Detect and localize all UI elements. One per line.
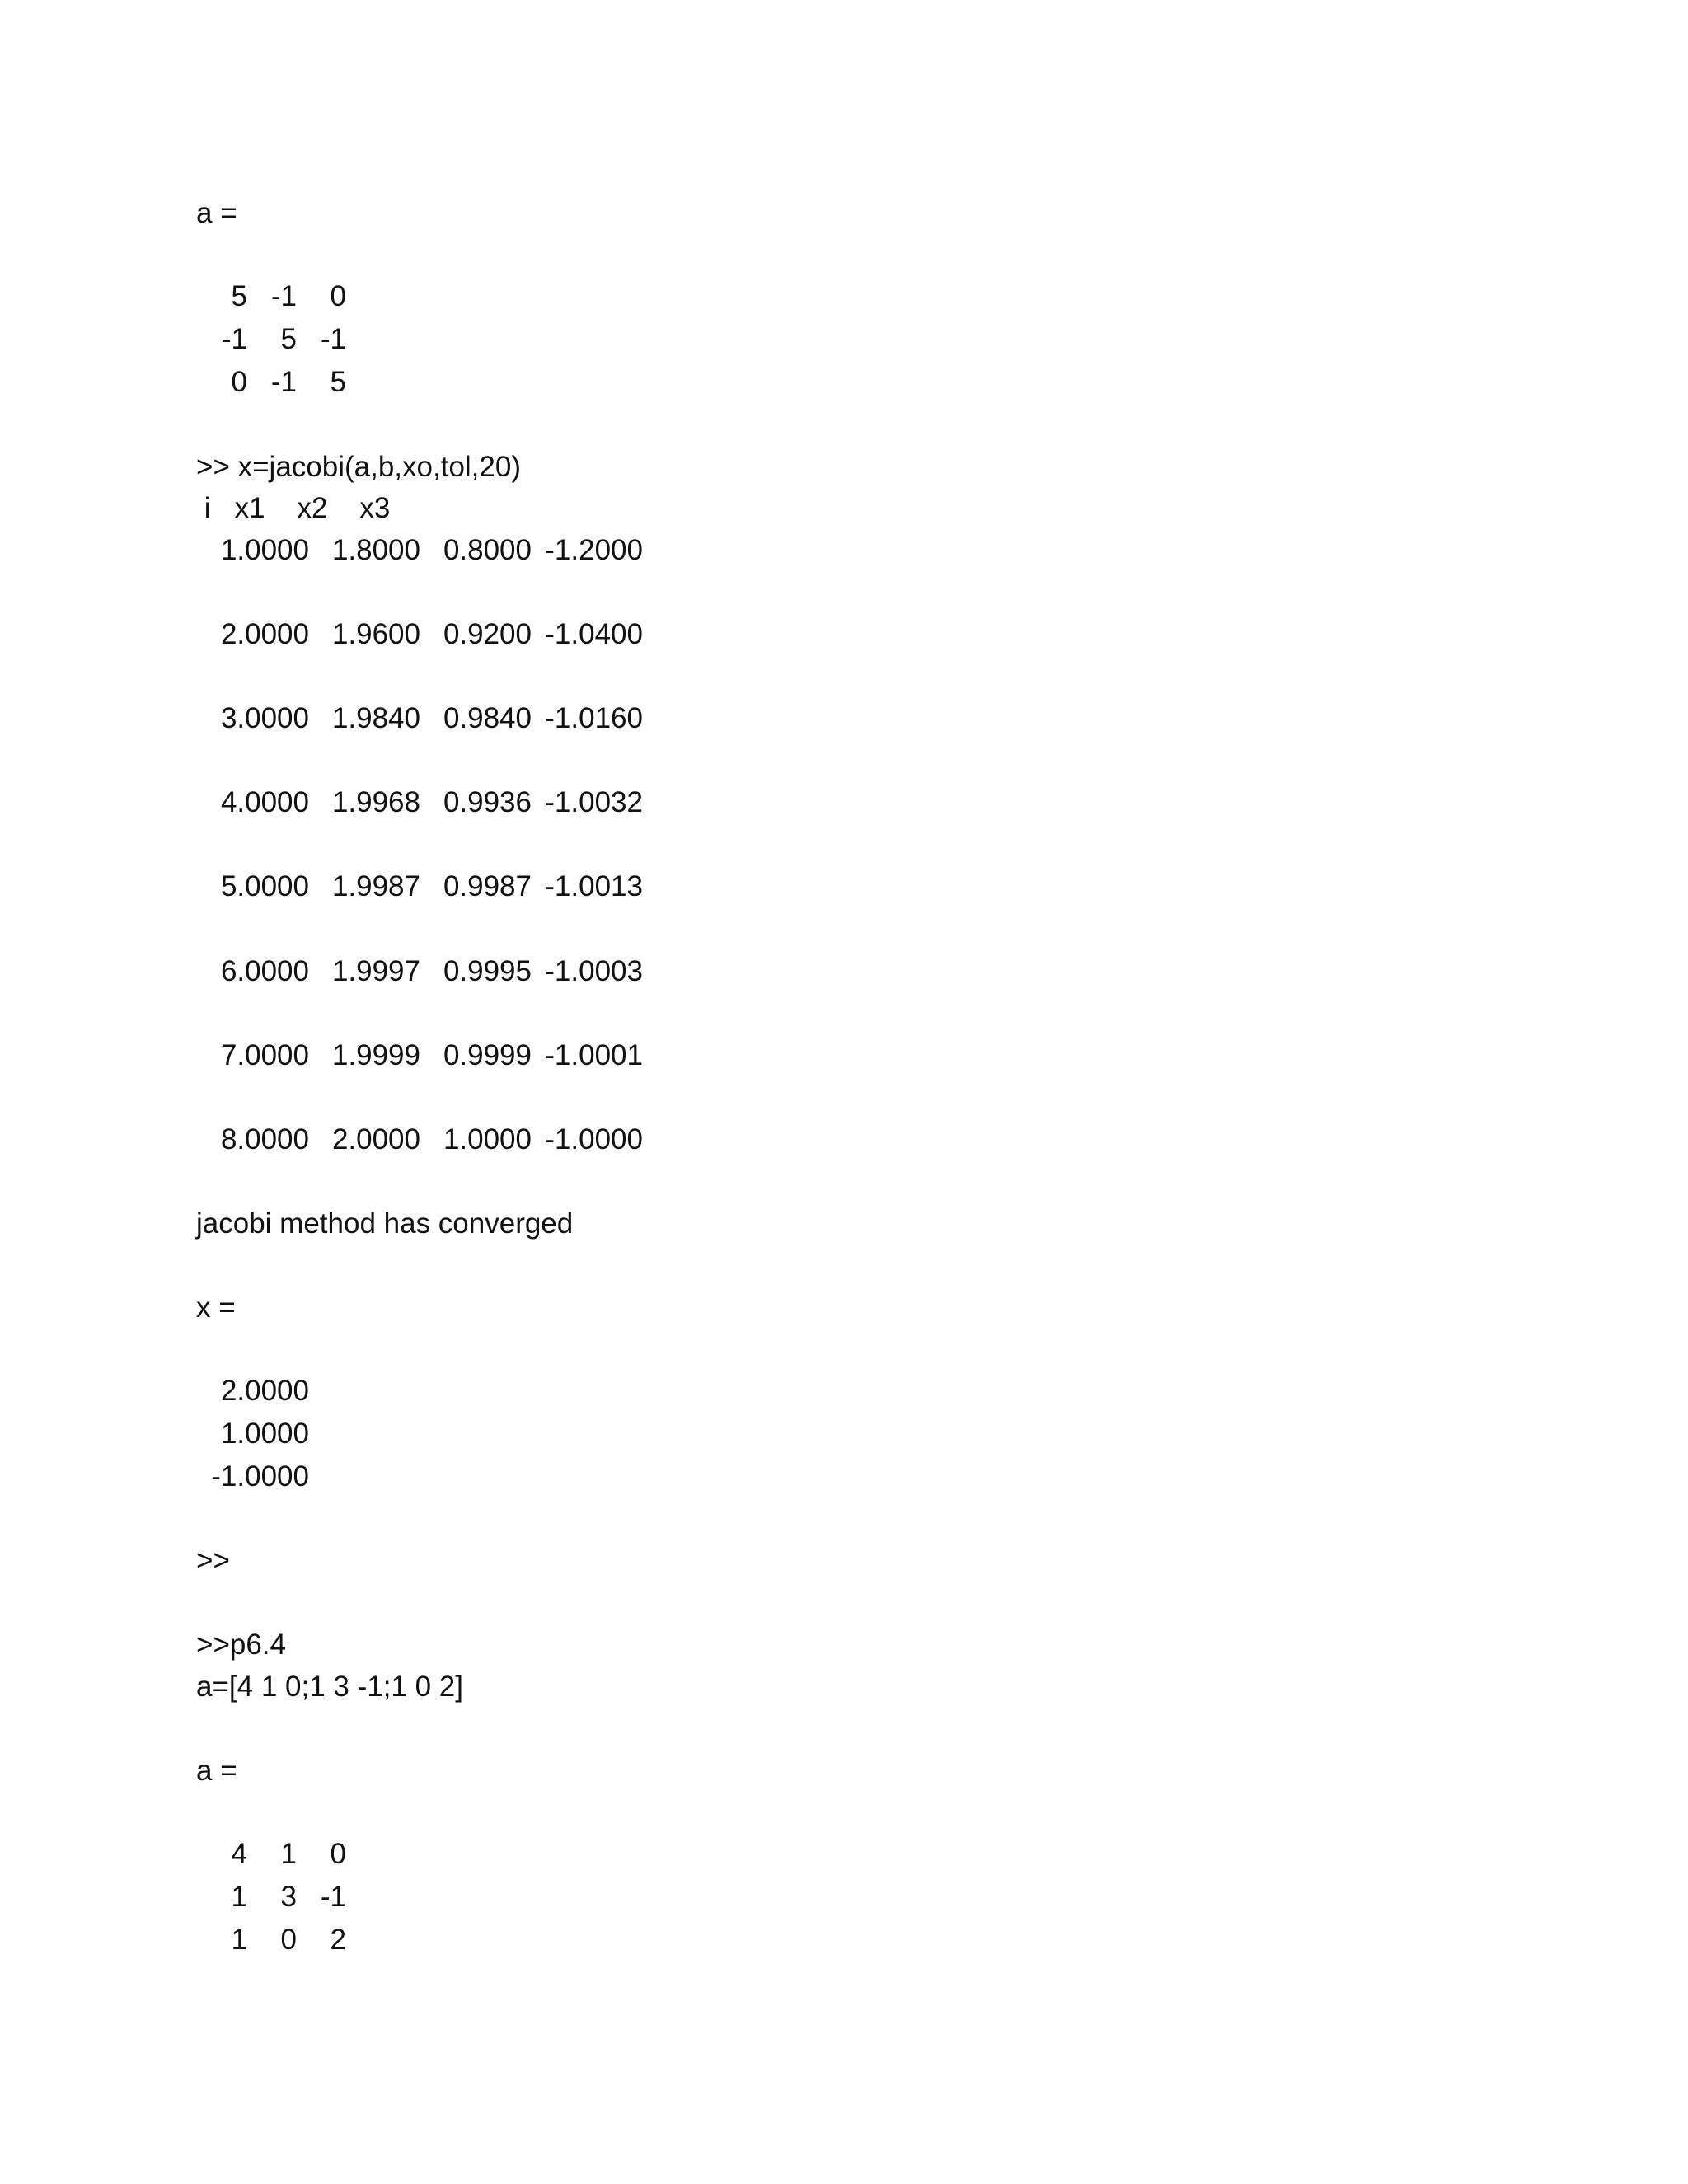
iteration-x2: 0.8000 xyxy=(443,534,532,566)
command-jacobi: >> x=jacobi(a,b,xo,tol,20) xyxy=(196,451,521,483)
matrix-cell: 3 xyxy=(280,1881,297,1913)
iteration-x1: 1.9840 xyxy=(331,702,420,734)
matrix-cell: 1 xyxy=(231,1881,247,1913)
iteration-x3: -1.0000 xyxy=(545,1123,643,1155)
iteration-x2: 0.9200 xyxy=(443,618,532,650)
iteration-x3: -1.0032 xyxy=(545,786,643,818)
matrix-cell: 0 xyxy=(330,280,346,312)
iteration-x1: 2.0000 xyxy=(331,1123,420,1155)
iteration-index: 3.0000 xyxy=(220,702,309,734)
iteration-x3: -1.0003 xyxy=(545,955,643,987)
iteration-x1: 1.8000 xyxy=(331,534,420,566)
iteration-x2: 0.9936 xyxy=(443,786,532,818)
iteration-x2: 0.9995 xyxy=(443,955,532,987)
iteration-x3: -1.2000 xyxy=(545,534,643,566)
iteration-x1: 1.9987 xyxy=(331,870,420,902)
matrix-cell: 5 xyxy=(231,280,247,312)
iteration-header: i x1 x2 x3 xyxy=(196,492,391,524)
iteration-row xyxy=(198,532,692,574)
matrix-row xyxy=(198,364,363,407)
iteration-index: 5.0000 xyxy=(220,870,309,902)
iteration-x1: 1.9997 xyxy=(331,955,420,987)
x-label: x = xyxy=(196,1291,236,1324)
iteration-x1: 1.9600 xyxy=(331,618,420,650)
matrix-cell: -1 xyxy=(320,323,346,355)
matrix-cell: 5 xyxy=(280,323,297,355)
matrix-cell: 2 xyxy=(330,1924,346,1956)
matrix-row xyxy=(198,279,363,321)
matrix-cell: -1 xyxy=(270,280,297,312)
converged-message: jacobi method has converged xyxy=(196,1207,574,1240)
x-result-value: 1.0000 xyxy=(220,1418,309,1450)
iteration-row xyxy=(198,1038,692,1079)
matrix-row xyxy=(198,321,363,364)
iteration-x3: -1.0400 xyxy=(545,618,643,650)
matrix-cell: 1 xyxy=(280,1838,297,1870)
a-label-2: a = xyxy=(196,1755,237,1787)
command-assign-a: a=[4 1 0;1 3 -1;1 0 2] xyxy=(196,1671,463,1703)
iteration-index: 1.0000 xyxy=(220,534,309,566)
iteration-index: 6.0000 xyxy=(220,955,309,987)
matrix-cell: -1 xyxy=(221,323,247,355)
iteration-x3: -1.0001 xyxy=(545,1039,643,1071)
iteration-row xyxy=(198,785,692,826)
iteration-row xyxy=(198,954,692,995)
x-result-row xyxy=(198,1459,363,1502)
x-result-row xyxy=(198,1373,363,1416)
empty-prompt: >> xyxy=(196,1544,230,1577)
matrix-cell: 0 xyxy=(280,1924,297,1956)
iteration-x2: 0.9999 xyxy=(443,1039,532,1071)
matrix-cell: 5 xyxy=(330,366,346,398)
iteration-x1: 1.9968 xyxy=(331,786,420,818)
matrix-cell: -1 xyxy=(320,1881,346,1913)
matrix-row xyxy=(198,1922,363,1965)
matrix-cell: -1 xyxy=(270,366,297,398)
iteration-x2: 0.9987 xyxy=(443,870,532,902)
iteration-x2: 0.9840 xyxy=(443,702,532,734)
a-label-1: a = xyxy=(196,197,237,229)
iteration-x1: 1.9999 xyxy=(331,1039,420,1071)
iteration-index: 7.0000 xyxy=(220,1039,309,1071)
iteration-index: 4.0000 xyxy=(220,786,309,818)
matrix-row xyxy=(198,1836,363,1879)
matrix-cell: 0 xyxy=(231,366,247,398)
iteration-row xyxy=(198,869,692,910)
iteration-row xyxy=(198,701,692,742)
iteration-index: 8.0000 xyxy=(220,1123,309,1155)
x-result-row xyxy=(198,1416,363,1459)
iteration-x3: -1.0160 xyxy=(545,702,643,734)
iteration-x2: 1.0000 xyxy=(443,1123,532,1155)
matrix-row xyxy=(198,1879,363,1922)
matrix-cell: 4 xyxy=(231,1838,247,1870)
iteration-row xyxy=(198,1122,692,1163)
matrix-cell: 0 xyxy=(330,1838,346,1870)
iteration-x3: -1.0013 xyxy=(545,870,643,902)
matrix-cell: 1 xyxy=(231,1924,247,1956)
iteration-index: 2.0000 xyxy=(220,618,309,650)
x-result-value: 2.0000 xyxy=(220,1375,309,1407)
iteration-row xyxy=(198,616,692,658)
x-result-value: -1.0000 xyxy=(211,1460,309,1493)
command-p6-4: >>p6.4 xyxy=(196,1629,286,1661)
